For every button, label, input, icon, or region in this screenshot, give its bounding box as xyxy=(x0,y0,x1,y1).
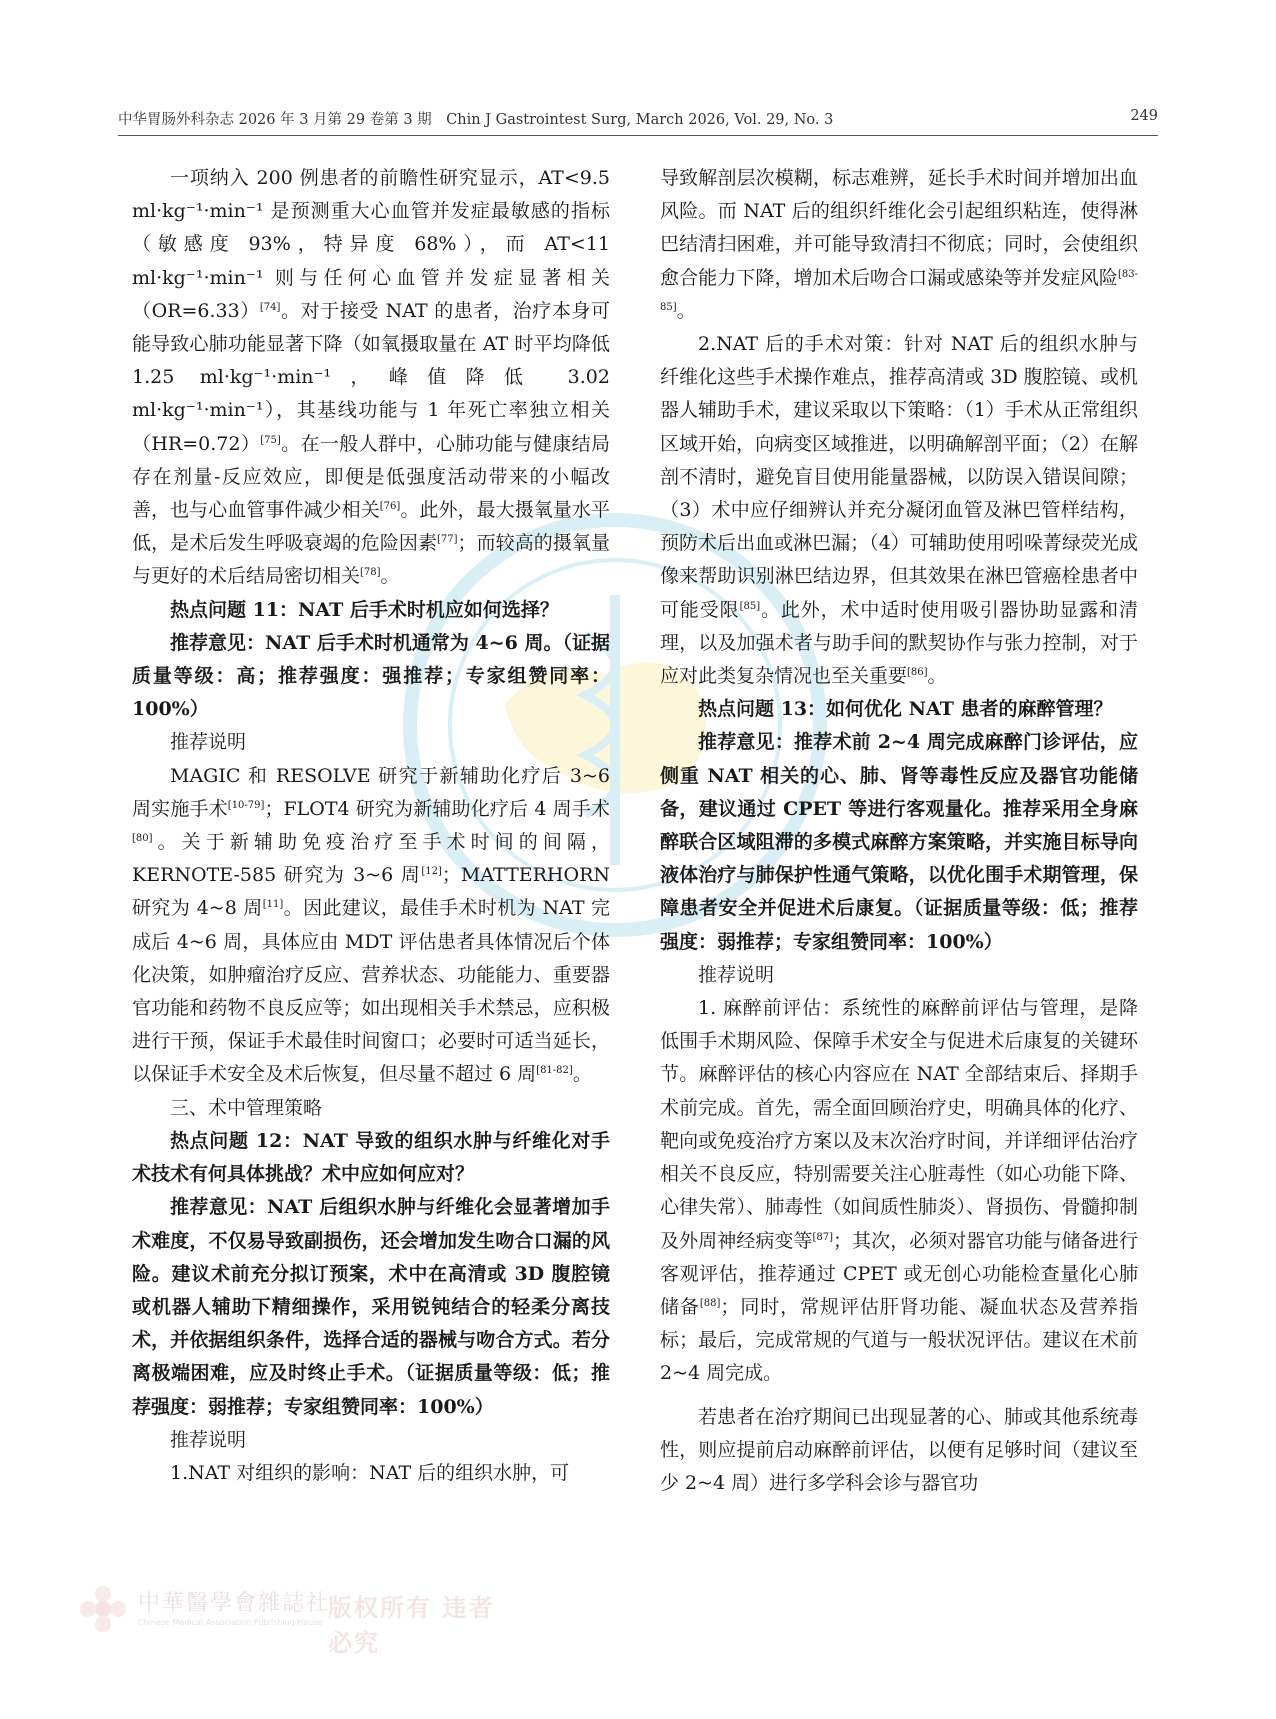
paragraph-timing: MAGIC 和 RESOLVE 研究于新辅助化疗后 3~6 周实施手术[10-79]；FLOT4 研究为新辅助化疗后 4 周手术[80]。关于新辅助免疫治疗至手术时间的间隔，KERNOTE-585 研究为 3~6 周[12]；MATTERHORN 研究为 4~8 周[11]。因此建议，最佳手术时机为 NAT 完成后 4~6 周，具体应由 MDT 评估患者具体情况后个体化决策，如肿瘤治疗反应、营养状态、功能能力、重要器官功能和药物不良反应等；如出现相关手术禁忌，应积极进行干预，保证手术最佳时间窗口；必要时可适当延长，以保证手术安全及术后恢复，但尽量不超过 6 周[81-82]。 xyxy=(132,764,610,1086)
explanation-label-13: 推荐说明 xyxy=(698,963,775,986)
paragraph-early-eval: 若患者在治疗期间已出现显著的心、肺或其他系统毒性，则应提前启动麻醉前评估，以便有足够时间（建议至少 2~4 周）进行多学科会诊与器官功 xyxy=(660,1405,1138,1494)
copyright-stamp: 版权所有 违者必究 xyxy=(328,1593,495,1657)
flower-icon xyxy=(78,1584,128,1634)
hot-issue-11: 热点问题 11：NAT 后手术时机应如何选择？ xyxy=(170,598,559,621)
left-column xyxy=(132,162,610,1490)
header-rule xyxy=(118,135,1158,136)
journal-citation: 中华胃肠外科杂志 2026 年 3 月第 29 卷第 3 期 Chin J Gastrointest Surg, March 2026, Vol. 29, No. 3 xyxy=(118,112,834,128)
recommendation-13: 推荐意见：推荐术前 2~4 周完成麻醉门诊评估，应侧重 NAT 相关的心、肺、肾等毒性反应及器官功能储备，建议通过 CPET 等进行客观量化。推荐采用全身麻醉联合区域阻滞的多模式麻醉方案策略，并实施目标导向液体治疗与肺保护性通气策略，以优化围手术期管理，保障患者安全并促进术后康复。（证据质量等级：低；推荐强度：弱推荐；专家组赞同率：100%） xyxy=(660,731,1138,953)
recommendation-12: 推荐意见：NAT 后组织水肿与纤维化会显著增加手术难度，不仅易导致副损伤，还会增加发生吻合口漏的风险。建议术前充分拟订预案，术中在高清或 3D 腹腔镜或机器人辅助下精细操作，采用锐钝结合的轻柔分离技术，并依据组织条件，选择合适的器械与吻合方式。若分离极端困难，应及时终止手术。（证据质量等级：低；推荐强度：弱推荐；专家组赞同率：100%） xyxy=(132,1196,610,1418)
publisher-name: 中華醫學會雜誌社 xyxy=(138,1591,331,1616)
hot-issue-13: 热点问题 13：如何优化 NAT 患者的麻醉管理？ xyxy=(698,698,1113,721)
paragraph-nat-tissue-cont: 导致解剖层次模糊，标志难辨，延长手术时间并增加出血风险。而 NAT 后的组织纤维化会引起组织粘连，使得淋巴结清扫困难，并可能导致清扫不彻底；同时，会使组织愈合能力下降，增加术后吻合口漏或感染等并发症风险[83-85]。 xyxy=(660,167,1138,322)
paragraph-nat-tissue: 1.NAT 对组织的影响：NAT 后的组织水肿，可 xyxy=(170,1461,570,1484)
paragraph-surgical-strategy: 2.NAT 后的手术对策：针对 NAT 后的组织水肿与纤维化这些手术操作难点，推荐高清或 3D 腹腔镜、或机器人辅助手术，建议采取以下策略：（1）手术从正常组织区域开始，向病变区域推进，以明确解剖平面；（2）在解剖不清时，避免盲目使用能量器械，以防误入错误间隙；（3）术中应仔细辨认并充分凝闭血管及淋巴管样结构，预防术后出血或淋巴漏；（4）可辅助使用吲哚菁绿荧光成像来帮助识别淋巴结边界，但其效果在淋巴管癌栓患者中可能受限[85]。此外，术中适时使用吸引器协助显露和清理，以及加强术者与助手间的默契协作与张力控制，对于应对此类复杂情况也至关重要[86]。 xyxy=(660,333,1138,688)
publisher-logo xyxy=(78,1578,498,1657)
recommendation-11: 推荐意见：NAT 后手术时机通常为 4~6 周。（证据质量等级：高；推荐强度：强推荐；专家组赞同率：100%） xyxy=(132,631,610,721)
paragraph-cardiopulmonary: 一项纳入 200 例患者的前瞻性研究显示，AT<9.5 ml·kg⁻¹·min⁻¹ 是预测重大心血管并发症最敏感的指标（敏感度 93%，特异度 68%），而 AT<11 ml·kg⁻¹·min⁻¹ 则与任何心血管并发症显著相关（OR=6.33）[74]。对于接受 NAT 的患者，治疗本身可能导致心肺功能显著下降（如氧摄取量在 AT 时平均降低 1.25 ml·kg⁻¹·min⁻¹，峰值降低 3.02 ml·kg⁻¹·min⁻¹），其基线功能与 1 年死亡率独立相关（HR=0.72）[75]。在一般人群中，心肺功能与健康结局存在剂量-反应效应，即便是低强度活动带来的小幅改善，也与心血管事件减少相关[76]。此外，最大摄氧量水平低，是术后发生呼吸衰竭的危险因素[77]；而较高的摄氧量与更好的术后结局密切相关[78]。 xyxy=(132,167,611,588)
page-number: 249 xyxy=(1130,108,1158,124)
publisher-name-en: Chinese Medical Association Publishing House xyxy=(138,1618,323,1627)
explanation-label-11: 推荐说明 xyxy=(170,731,247,754)
explanation-label-12: 推荐说明 xyxy=(170,1428,247,1451)
right-column xyxy=(660,162,1138,1500)
section-heading-3: 三、术中管理策略 xyxy=(170,1096,323,1119)
paragraph-anesthesia-eval: 1. 麻醉前评估：系统性的麻醉前评估与管理，是降低围手术期风险、保障手术安全与促进术后康复的关键环节。麻醉评估的核心内容应在 NAT 全部结束后、择期手术前完成。首先，需全面回顾治疗史，明确具体的化疗、靶向或免疫治疗方案以及末次治疗时间，并详细评估治疗相关不良反应，特别需要关注心脏毒性（如心功能下降、心律失常）、肺毒性（如间质性肺炎）、肾损伤、骨髓抑制及外周神经病变等[87]；其次，必须对器官功能与储备进行客观评估，推荐通过 CPET 或无创心功能检查量化心肺储备[88]；同时，常规评估肝肾功能、凝血状态及营养指标；最后，完成常规的气道与一般状况评估。建议在术前 2~4 周完成。 xyxy=(660,997,1138,1385)
hot-issue-12: 热点问题 12：NAT 导致的组织水肿与纤维化对手术技术有何具体挑战？术中应如何应对？ xyxy=(132,1129,610,1186)
